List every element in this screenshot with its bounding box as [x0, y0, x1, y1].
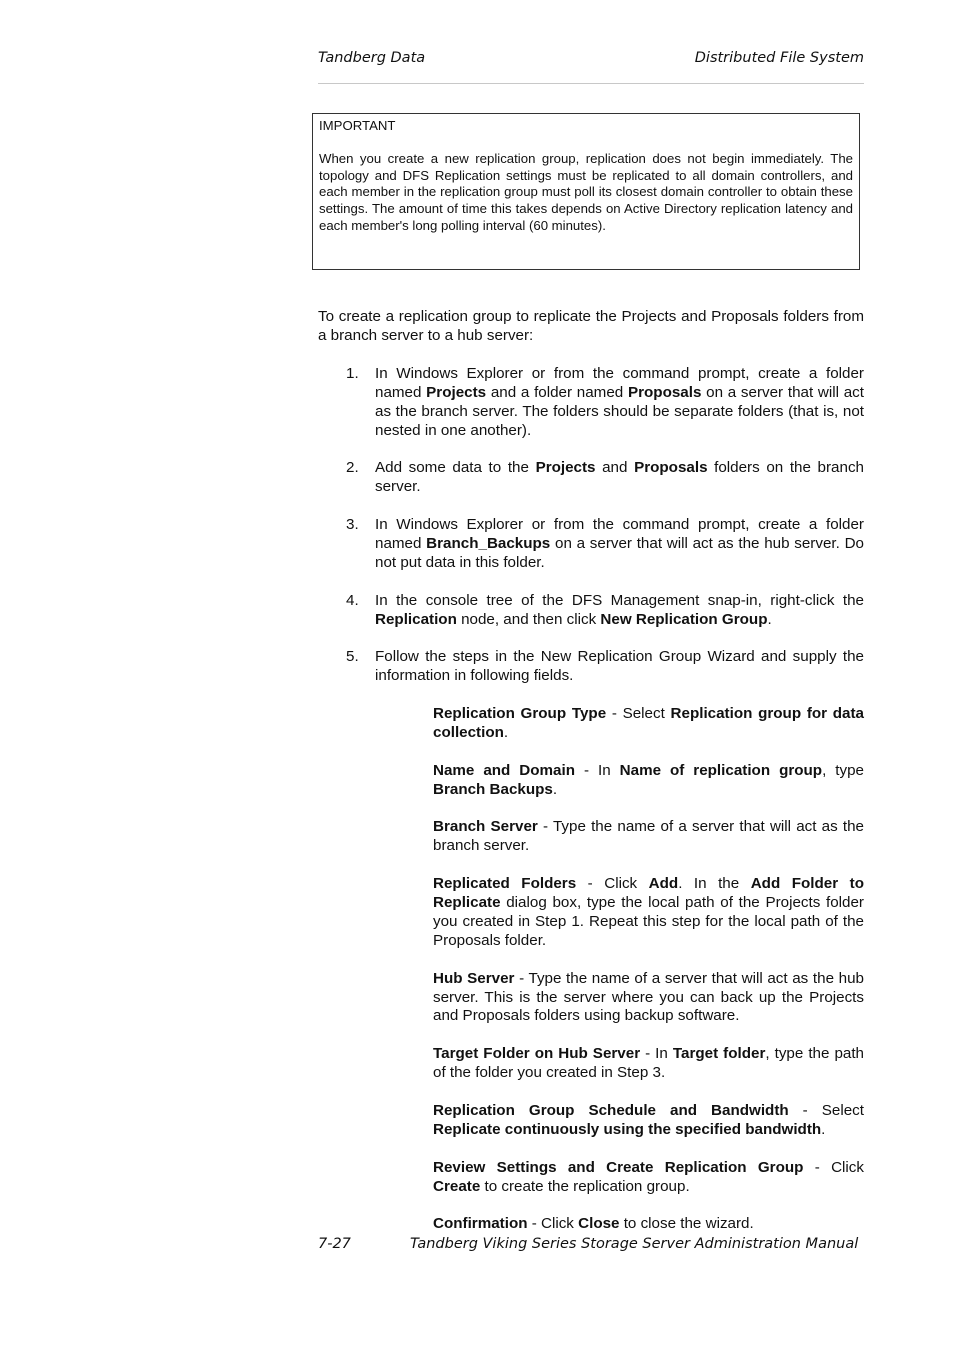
- field-item: [433, 1102, 864, 1140]
- field-item: [433, 705, 864, 743]
- step-number: 4.: [346, 591, 359, 609]
- field-bold: Add Folder to Replicate: [433, 875, 864, 912]
- field-bold: Close: [578, 1215, 620, 1233]
- field-text: .: [821, 1120, 826, 1138]
- note-body: When you create a new replication group, replication does not begin immediately. The topology and DFS Replication settings must be replicated to all domain controllers, and each member in the replication group must poll its closest domain controller to obtain these settings. The amount of time this takes depends on Active Directory replication latency and each member's long polling interval (60 minutes).: [319, 150, 853, 233]
- main-content: [318, 308, 864, 1253]
- step-text: In Windows Explorer or from the command prompt, create a folder named: [375, 516, 864, 552]
- step-bold: Projects: [535, 459, 596, 477]
- field-item: [433, 1215, 864, 1234]
- step-item: [318, 459, 864, 497]
- field-bold: Name of replication group: [619, 761, 823, 779]
- page-number: 7-27: [318, 1236, 351, 1252]
- step-number: 5.: [346, 648, 359, 666]
- step-text: and: [595, 459, 635, 477]
- step-bold: Branch_Backups: [426, 534, 551, 552]
- field-text: to create the replication group.: [480, 1177, 690, 1195]
- field-name: Target Folder on Hub Server: [433, 1045, 641, 1063]
- step-item: [318, 516, 864, 573]
- field-name: Review Settings and Create Replication Group: [433, 1158, 804, 1176]
- step-text: Follow the steps in the New Replication Group Wizard and supply the information in following fields.: [375, 648, 864, 685]
- step-number: 2.: [346, 459, 359, 477]
- field-item: [433, 875, 864, 951]
- field-text: dialog box, type the local path of the Projects folder you created in Step 1. Repeat this step for the local path of the Proposals folder.: [433, 894, 864, 949]
- field-name: Replication Group Schedule and Bandwidth: [433, 1101, 789, 1119]
- step-text: .: [767, 610, 772, 628]
- field-bold: Target folder: [672, 1045, 766, 1063]
- field-text: - In: [575, 761, 620, 779]
- step-bold: Proposals: [627, 383, 702, 401]
- step-item: [318, 648, 864, 686]
- field-text: - Type the name of a server that will act as the hub server. This is the server where you can back up the Projects and Proposals folders using backup software.: [433, 969, 864, 1025]
- field-name: Branch Server: [433, 818, 538, 836]
- field-name: Replicated Folders: [433, 875, 577, 893]
- field-item: [433, 818, 864, 856]
- field-item: [433, 762, 864, 800]
- field-name: Name and Domain: [433, 761, 576, 779]
- step-number: 1.: [346, 364, 359, 382]
- field-bold: Branch Backups: [433, 780, 553, 798]
- step-bold: Replication: [375, 610, 457, 628]
- step-item: [318, 365, 864, 441]
- field-text: , type: [822, 761, 864, 779]
- manual-title: Tandberg Viking Series Storage Server Administration Manual: [410, 1236, 859, 1252]
- step-text: on a server that will act as the branch server. The folders should be separate folders (that is, not nested in one another).: [375, 383, 864, 439]
- field-text: - Click: [527, 1215, 579, 1233]
- field-name: Confirmation: [433, 1215, 528, 1233]
- field-bold: Replication group for data collection: [433, 705, 864, 741]
- step-text: folders on the branch server.: [375, 459, 864, 496]
- step-text: Add some data to the: [375, 459, 536, 477]
- step-text: on a server that will act as the hub server. Do not put data in this folder.: [375, 534, 864, 571]
- field-name: Hub Server: [433, 969, 515, 987]
- header-chapter-title: Distributed File System: [694, 50, 864, 66]
- important-note-box: [312, 113, 860, 270]
- step-bold: Proposals: [634, 459, 708, 477]
- field-text: - Select: [788, 1101, 864, 1119]
- field-bold: Create: [433, 1177, 481, 1195]
- field-item: [433, 970, 864, 1027]
- field-text: to close the wizard.: [619, 1215, 754, 1233]
- header-divider: [318, 83, 864, 84]
- step-text: node, and then click: [456, 610, 601, 628]
- field-text: . In the: [678, 875, 751, 893]
- field-text: - In: [640, 1045, 673, 1063]
- field-bold: Replicate continuously using the specified bandwidth: [433, 1120, 822, 1138]
- step-text: and a folder named: [486, 383, 628, 401]
- step-number: 3.: [346, 516, 359, 534]
- field-bold: Add: [648, 875, 679, 893]
- page-header: [318, 48, 864, 74]
- intro-paragraph: To create a replication group to replicate the Projects and Proposals folders from a branch server to a hub server:: [318, 308, 864, 344]
- step-bold: Projects: [426, 383, 487, 401]
- step-text: In Windows Explorer or from the command prompt, create a folder named: [375, 364, 864, 401]
- field-name: Replication Group Type: [433, 705, 607, 723]
- step-item: [318, 592, 864, 630]
- field-text: - Click: [576, 875, 649, 893]
- wizard-fields-list: [433, 705, 864, 1234]
- field-item: [433, 1045, 864, 1083]
- field-item: [433, 1159, 864, 1197]
- note-title: IMPORTANT: [319, 118, 396, 133]
- steps-list: [318, 365, 864, 686]
- step-text: In the console tree of the DFS Management snap-in, right-click the: [375, 591, 864, 609]
- field-text: - Select: [606, 705, 671, 723]
- step-bold: New Replication Group: [600, 610, 768, 628]
- field-text: - Click: [803, 1158, 864, 1176]
- field-text: , type the path of the folder you created in Step 3.: [433, 1045, 865, 1082]
- header-company: Tandberg Data: [318, 50, 426, 66]
- field-text: .: [552, 780, 558, 798]
- field-text: .: [503, 723, 509, 741]
- field-text: - Type the name of a server that will act as the branch server.: [433, 818, 864, 855]
